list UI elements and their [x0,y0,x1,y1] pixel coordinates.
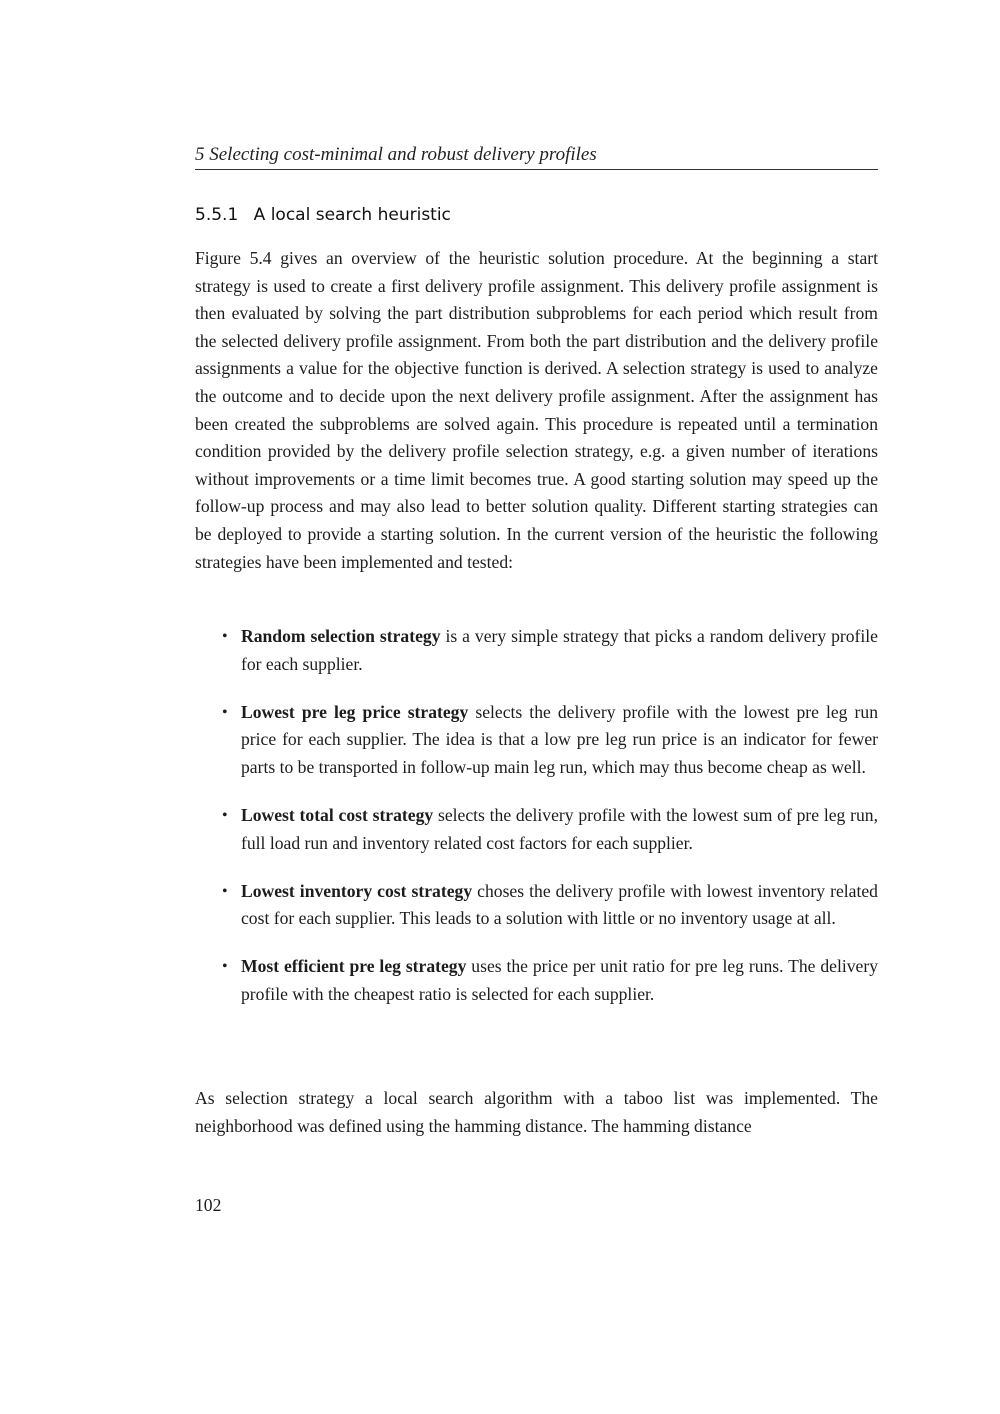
strategy-term: Most efficient pre leg strategy [241,956,467,977]
strategy-description: uses the price per unit ratio for pre leg runs. The delivery profile with the cheapest ratio is selected for each supplier. [241,956,878,1004]
strategy-term: Lowest pre leg price strategy [241,701,469,722]
section-number: 5.5.1 [195,205,239,225]
bullet-icon: • [222,806,228,824]
closing-paragraph: As selection strategy a local search algorithm with a taboo list was implemented. The neighborhood was defined using the hamming distance. The hamming distance [195,1088,878,1136]
strategy-description: selects the delivery profile with the lowest sum of pre leg run, full load run and inventory related cost factors for each supplier. [241,804,878,853]
strategy-term: Lowest total cost strategy [241,804,434,825]
header-rule [195,169,878,170]
strategy-description: is a very simple strategy that picks a random delivery profile for each supplier. [241,626,878,674]
list-item [195,953,878,1008]
list-item [195,802,878,857]
intro-paragraph: Figure 5.4 gives an overview of the heuristic solution procedure. At the beginning a start strategy is used to create a first delivery profile assignment. This delivery profile assignment is then evaluated by solving the part distribution subproblems for each period which result from the selected delivery profile assignment. From both the part distribution and the delivery profile assignments a value for the objective function is derived. A selection strategy is used to analyze the outcome and to decide upon the next delivery profile assignment. After the assignment has been created the subproblems are solved again. This procedure is repeated until a termination condition provided by the delivery profile selection strategy, e.g. a given number of iterations without improvements or a time limit becomes true. A good starting solution may speed up the follow-up process and may also lead to better solution quality. Different starting strategies can be deployed to provide a starting solution. In the current version of the heuristic the following strategies have been implemented and tested: [195,248,878,572]
list-item [195,623,878,678]
running-header: 5 Selecting cost-minimal and robust delivery profiles [195,144,597,165]
strategy-term: Random selection strategy [241,626,441,646]
page-number: 102 [195,1195,222,1215]
strategy-list [195,623,878,1029]
section-heading [195,203,878,227]
bullet-icon: • [222,958,228,976]
section-title: A local search heuristic [253,205,451,225]
strategy-description: choses the delivery profile with lowest inventory related cost for each supplier. This leads to a solution with little or no inventory usage at all. [241,880,878,929]
list-item [195,699,878,782]
bullet-icon: • [222,703,228,721]
strategy-term: Lowest inventory cost strategy [241,880,473,901]
bullet-icon: • [222,628,228,645]
list-item [195,878,878,933]
strategy-description: selects the delivery profile with the lowest pre leg run price for each supplier. The idea is that a low pre leg run price is an indicator for fewer parts to be transported in follow-up main leg run, which may thus become cheap as well. [241,701,878,777]
bullet-icon: • [222,882,228,900]
